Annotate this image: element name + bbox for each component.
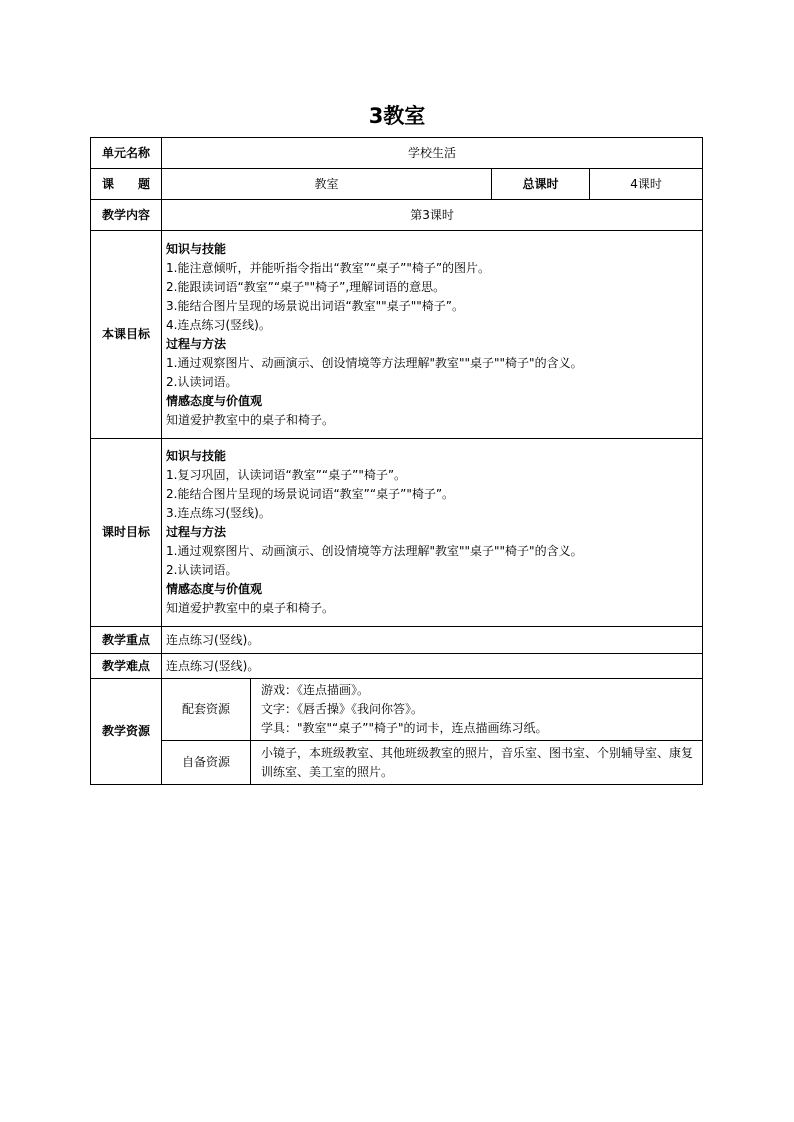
goals-process-item: 1.通过观察图片、动画演示、创设情境等方法理解"教室""桌子""椅子"的含义。	[166, 355, 583, 370]
lesson-goals-process-item: 1.通过观察图片、动画演示、创设情境等方法理解"教室""桌子""椅子"的含义。	[166, 544, 583, 558]
row-topic	[91, 169, 703, 200]
goals-knowledge-item: 3.能结合图片呈现的场景说出词语“教室""桌子""椅子”。	[166, 298, 464, 313]
goals-label: 本课目标	[91, 231, 162, 439]
topic-value: 教室	[162, 169, 492, 200]
lesson-goals-section-process: 过程与方法	[166, 525, 227, 539]
goals-content	[162, 231, 703, 439]
goals-section-attitude: 情感态度与价值观	[166, 393, 263, 408]
lesson-goals-knowledge-item: 3.连点练习(竖线)。	[166, 506, 271, 520]
lesson-goals-label: 课时目标	[91, 439, 162, 627]
content-value: 第3课时	[162, 200, 703, 231]
lesson-goals-section-knowledge: 知识与技能	[166, 449, 227, 463]
row-content	[91, 200, 703, 231]
difficulty-label: 教学难点	[91, 654, 162, 679]
topic-label: 课 题	[91, 169, 162, 200]
goals-knowledge-item: 2.能跟读词语“教室”“桌子""椅子”,理解词语的意思。	[166, 279, 446, 294]
matching-resources-label: 配套资源	[162, 679, 251, 741]
total-hours-value: 4课时	[590, 169, 703, 200]
matching-resource-item: 游戏：《连点描画》。	[261, 683, 370, 697]
lesson-goals-knowledge-item: 2.能结合图片呈现的场景说词语“教室”“桌子”"椅子”。	[166, 487, 455, 501]
matching-resource-item: 学具："教室"“桌子”"椅子"的词卡，连点描画练习纸。	[261, 721, 548, 735]
own-resources-content	[251, 741, 703, 785]
unit-value: 学校生活	[162, 138, 703, 169]
key-point-label: 教学重点	[91, 627, 162, 654]
key-point-value: 连点练习(竖线)。	[162, 627, 703, 654]
goals-attitude-item: 知道爱护教室中的桌子和椅子。	[166, 412, 335, 427]
lesson-goals-attitude-item: 知道爱护教室中的桌子和椅子。	[166, 601, 335, 615]
lesson-goals-content	[162, 439, 703, 627]
goals-process-item: 2.认读词语。	[166, 374, 238, 389]
row-resources-matching	[91, 679, 703, 741]
own-resources-label: 自备资源	[162, 741, 251, 785]
lesson-goals-knowledge-item: 1.复习巩固，认读词语“教室”“桌子”"椅子”。	[166, 468, 407, 482]
content-label: 教学内容	[91, 200, 162, 231]
lesson-plan-table	[90, 137, 703, 785]
page-title: 3教室	[368, 104, 426, 128]
row-lesson-goals	[91, 439, 703, 627]
row-resources-own	[91, 741, 703, 785]
lesson-goals-process-item: 2.认读词语。	[166, 563, 238, 577]
goals-knowledge-item: 4.连点练习(竖线)。	[166, 317, 271, 332]
goals-section-knowledge: 知识与技能	[166, 241, 227, 256]
resources-label: 教学资源	[91, 679, 162, 785]
matching-resources-content	[251, 679, 703, 741]
difficulty-value: 连点练习(竖线)。	[162, 654, 703, 679]
unit-label: 单元名称	[91, 138, 162, 169]
goals-section-process: 过程与方法	[166, 336, 227, 351]
lesson-goals-section-attitude: 情感态度与价值观	[166, 582, 263, 596]
goals-knowledge-item: 1.能注意倾听，并能听指令指出“教室”“桌子”"椅子”的图片。	[166, 260, 491, 275]
total-hours-label: 总课时	[492, 169, 590, 200]
row-key-point	[91, 627, 703, 654]
own-resources-value: 小镜子，本班级教室、其他班级教室的照片，音乐室、图书室、个别辅导室、康复训练室、美工室的照片。	[261, 745, 694, 779]
row-difficulty	[91, 654, 703, 679]
row-goals	[91, 231, 703, 439]
matching-resource-item: 文字：《唇舌操》《我问你答》。	[261, 702, 424, 716]
row-unit	[91, 138, 703, 169]
